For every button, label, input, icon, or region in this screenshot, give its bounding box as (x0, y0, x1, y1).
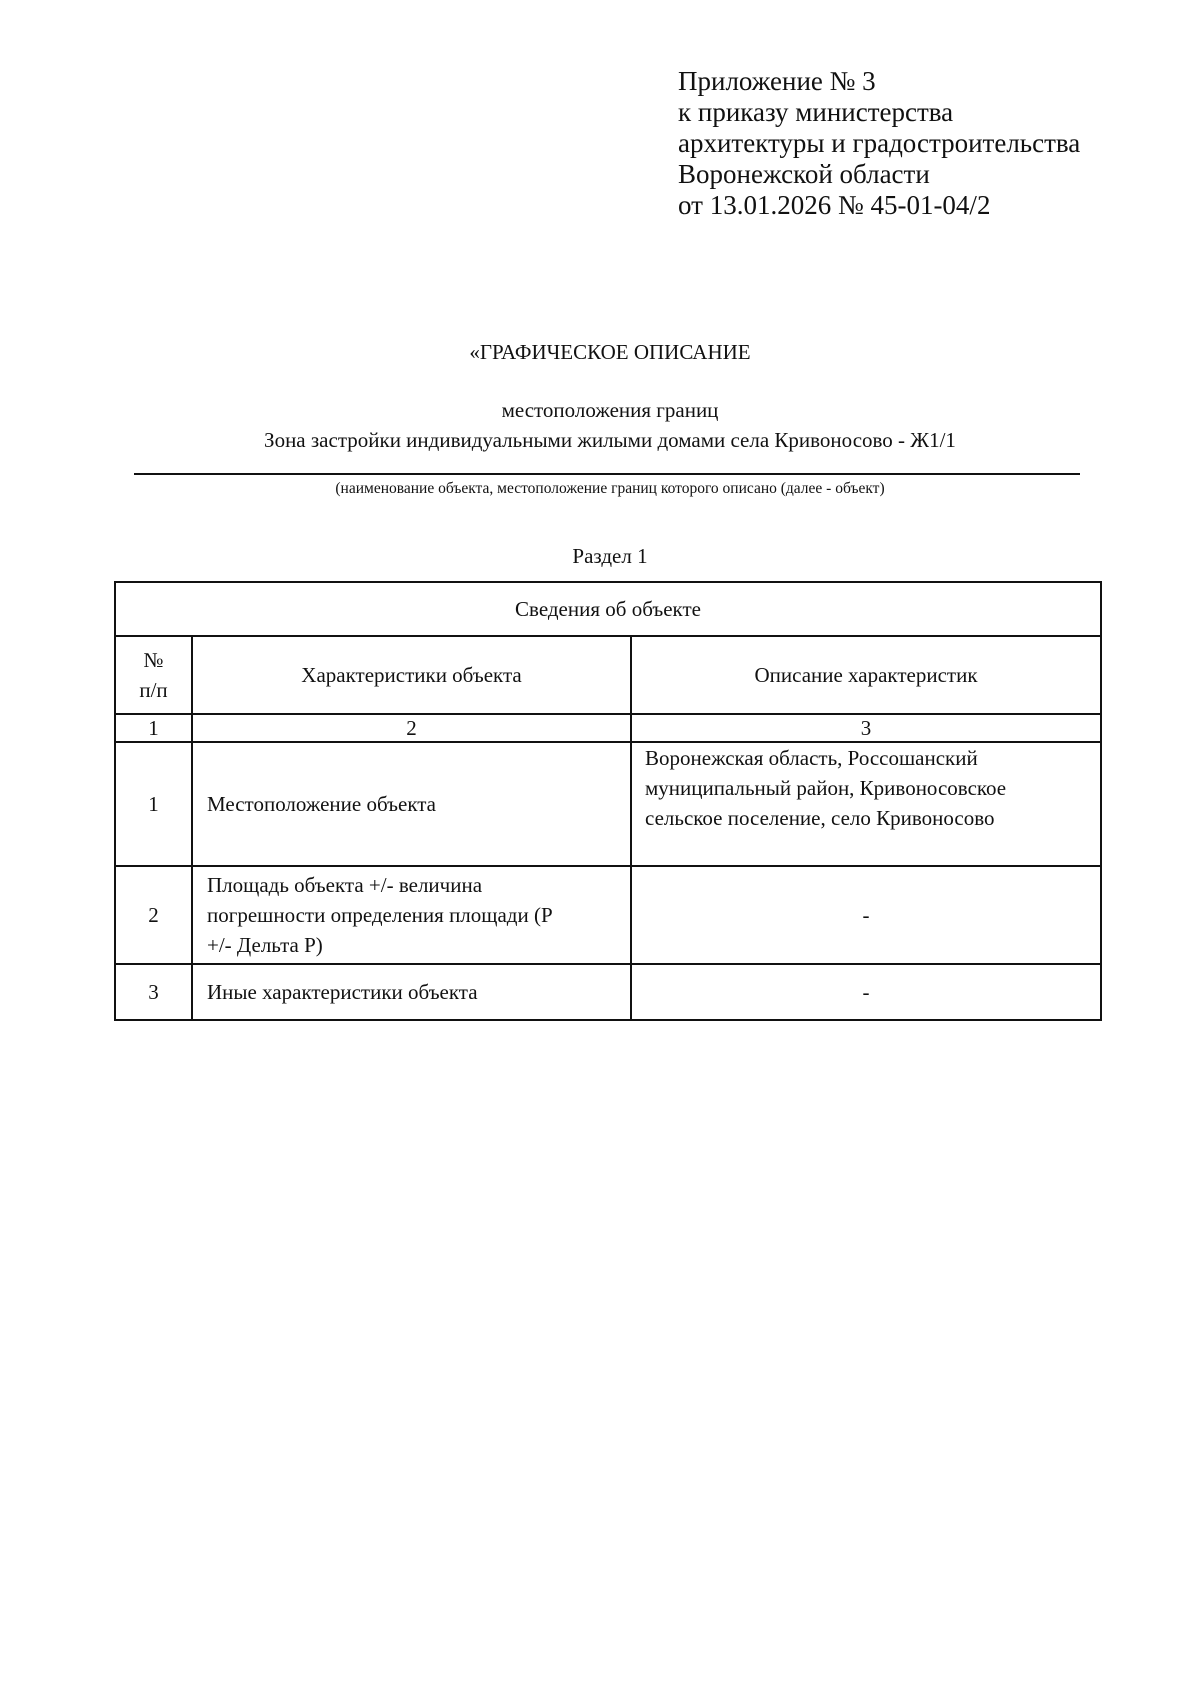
characteristic-line: +/- Дельта P) (207, 933, 323, 957)
appendix-line: к приказу министерства (678, 97, 954, 127)
description-line: муниципальный район, Кривоносовское (645, 776, 1007, 800)
header-number-line1: № (143, 648, 164, 672)
appendix-line: архитектуры и градостроительства (678, 128, 1081, 158)
document-title: «ГРАФИЧЕСКОЕ ОПИСАНИЕ (469, 340, 751, 364)
characteristic-line: Площадь объекта +/- величина (207, 873, 483, 897)
table-header-row (115, 636, 1101, 714)
appendix-line: от 13.01.2026 № 45-01-04/2 (678, 190, 991, 220)
object-info-table (114, 581, 1102, 1021)
table-title-row (115, 582, 1101, 636)
header-number-line2: п/п (139, 678, 168, 702)
row-characteristic (192, 866, 631, 964)
description-line: Воронежская область, Россошанский (645, 746, 978, 770)
appendix-block (678, 66, 1080, 221)
object-name: Зона застройки индивидуальными жилыми домами села Кривоносово - Ж1/1 (264, 428, 956, 452)
column-index-row (115, 714, 1101, 742)
row-description: - (631, 964, 1101, 1020)
header-description: Описание характеристик (631, 636, 1101, 714)
characteristic-line: погрешности определения площади (P (207, 903, 553, 927)
underline-divider (134, 473, 1080, 475)
column-index: 1 (115, 714, 192, 742)
row-characteristic: Местоположение объекта (192, 742, 631, 866)
header-characteristics: Характеристики объекта (192, 636, 631, 714)
table-title: Сведения об объекте (115, 582, 1101, 636)
column-index: 2 (192, 714, 631, 742)
row-characteristic: Иные характеристики объекта (192, 964, 631, 1020)
description-line: сельское поселение, село Кривоносово (645, 806, 995, 830)
section-heading: Раздел 1 (572, 544, 648, 568)
table-row (115, 866, 1101, 964)
table-row (115, 964, 1101, 1020)
header-number (115, 636, 192, 714)
object-caption: (наименование объекта, местоположение границ которого описано (далее - объект) (335, 480, 885, 497)
row-number: 2 (115, 866, 192, 964)
row-number: 3 (115, 964, 192, 1020)
appendix-line: Воронежской области (678, 159, 930, 189)
row-description (631, 742, 1101, 866)
document-subtitle: местоположения границ (501, 398, 719, 422)
table-row (115, 742, 1101, 866)
row-number: 1 (115, 742, 192, 866)
row-description: - (631, 866, 1101, 964)
appendix-line: Приложение № 3 (678, 66, 876, 96)
column-index: 3 (631, 714, 1101, 742)
